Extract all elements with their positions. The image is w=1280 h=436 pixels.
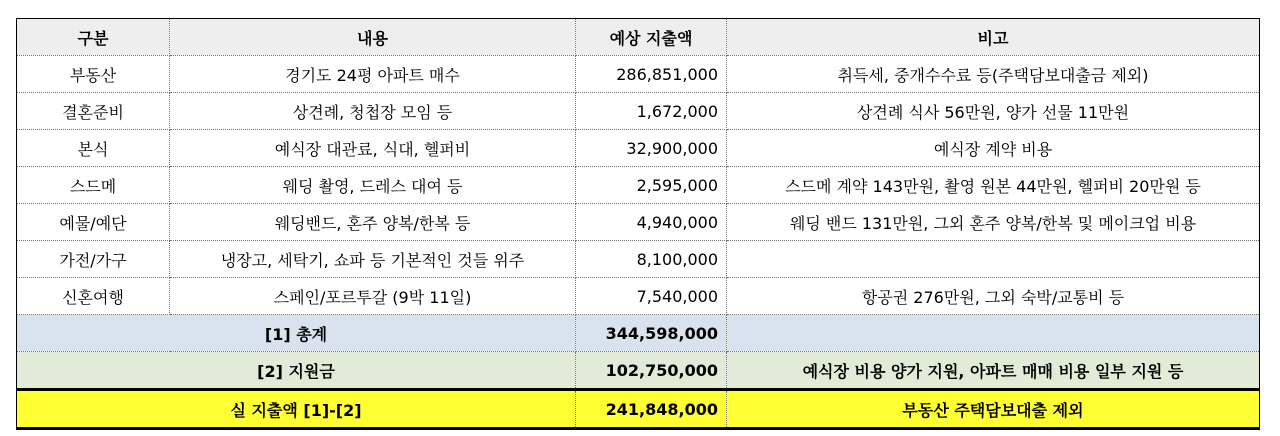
category-cell: 가전/가구: [17, 241, 170, 278]
support-row: [17, 352, 1260, 390]
note-cell: [727, 241, 1260, 278]
content-cell: 상견례, 청첩장 모임 등: [170, 93, 576, 130]
content-cell: 웨딩밴드, 혼주 양복/한복 등: [170, 204, 576, 241]
actual-expense-row: [17, 390, 1260, 429]
note-cell: 스드메 계약 143만원, 촬영 원본 44만원, 헬퍼비 20만원 등: [727, 167, 1260, 204]
support-label: [2] 지원금: [17, 352, 576, 390]
content-cell: 스페인/포르투갈 (9박 11일): [170, 278, 576, 315]
category-cell: 예물/예단: [17, 204, 170, 241]
header-note: 비고: [727, 19, 1260, 56]
table-row: [17, 204, 1260, 241]
content-cell: 냉장고, 세탁기, 쇼파 등 기본적인 것들 위주: [170, 241, 576, 278]
note-cell: 예식장 계약 비용: [727, 130, 1260, 167]
expense-cell: 7,540,000: [576, 278, 727, 315]
actual-label: 실 지출액 [1]-[2]: [17, 390, 576, 429]
support-expense: 102,750,000: [576, 352, 727, 390]
note-cell: 상견례 식사 56만원, 양가 선물 11만원: [727, 93, 1260, 130]
table-row: [17, 241, 1260, 278]
table-row: [17, 93, 1260, 130]
category-cell: 신혼여행: [17, 278, 170, 315]
header-expense: 예상 지출액: [576, 19, 727, 56]
header-content: 내용: [170, 19, 576, 56]
expense-cell: 1,672,000: [576, 93, 727, 130]
content-cell: 예식장 대관료, 식대, 헬퍼비: [170, 130, 576, 167]
category-cell: 결혼준비: [17, 93, 170, 130]
content-cell: 웨딩 촬영, 드레스 대여 등: [170, 167, 576, 204]
content-cell: 경기도 24평 아파트 매수: [170, 56, 576, 93]
actual-note: 부동산 주택담보대출 제외: [727, 390, 1260, 429]
total-row: [17, 315, 1260, 352]
actual-expense: 241,848,000: [576, 390, 727, 429]
category-cell: 본식: [17, 130, 170, 167]
table-row: [17, 56, 1260, 93]
support-note: 예식장 비용 양가 지원, 아파트 매매 비용 일부 지원 등: [727, 352, 1260, 390]
note-cell: 웨딩 밴드 131만원, 그외 혼주 양복/한복 및 메이크업 비용: [727, 204, 1260, 241]
note-cell: 취득세, 중개수수료 등(주택담보대출금 제외): [727, 56, 1260, 93]
total-label: [1] 총계: [17, 315, 576, 352]
total-note: [727, 315, 1260, 352]
header-category: 구분: [17, 19, 170, 56]
table-row: [17, 167, 1260, 204]
table-row: [17, 130, 1260, 167]
category-cell: 부동산: [17, 56, 170, 93]
expense-cell: 8,100,000: [576, 241, 727, 278]
expense-cell: 286,851,000: [576, 56, 727, 93]
header-row: [17, 19, 1260, 56]
category-cell: 스드메: [17, 167, 170, 204]
expense-cell: 2,595,000: [576, 167, 727, 204]
expense-cell: 32,900,000: [576, 130, 727, 167]
note-cell: 항공권 276만원, 그외 숙박/교통비 등: [727, 278, 1260, 315]
total-expense: 344,598,000: [576, 315, 727, 352]
table-row: [17, 278, 1260, 315]
expense-cell: 4,940,000: [576, 204, 727, 241]
budget-table: [16, 18, 1260, 430]
